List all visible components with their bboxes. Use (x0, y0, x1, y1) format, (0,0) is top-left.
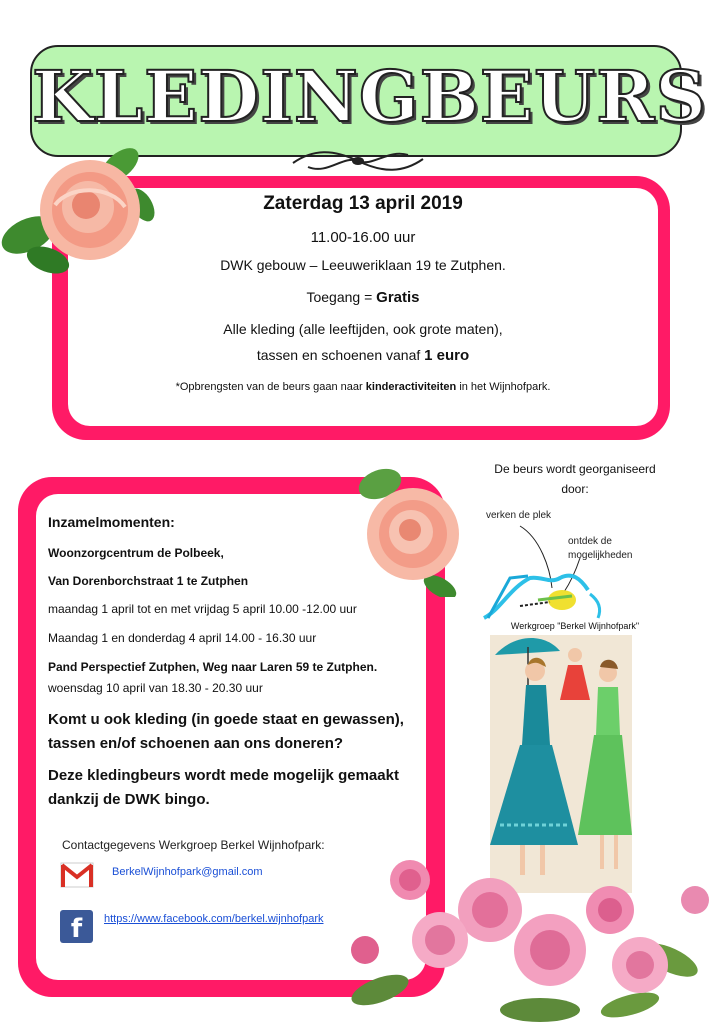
organizer-line2: door: (561, 482, 589, 496)
organizer-line1: De beurs wordt georganiseerd (494, 462, 656, 476)
collection-slot1: maandag 1 april tot en met vrijdag 5 april 10.00 -12.00 uur (48, 602, 357, 616)
event-line2-prefix: tassen en schoenen vanaf (256, 347, 421, 363)
collection-place2: Pand Perspectief Zutphen, Weg naar Laren 59 te Zutphen. (48, 660, 378, 674)
donate-question-line1: Komt u ook kleding (in goede staat en gewassen), (48, 711, 404, 728)
event-price: 1 euro (424, 347, 470, 364)
event-date: Zaterdag 13 april 2019 (263, 193, 463, 214)
page-title: KLEDINGBEURS (32, 55, 707, 138)
facebook-icon: f (60, 910, 93, 943)
donate-question-line2: tassen en/of schoenen aan ons doneren? (48, 735, 344, 752)
wijnhofpark-logo (480, 508, 660, 628)
flourish-ornament (288, 145, 428, 177)
email-link[interactable]: BerkelWijnhofpark@gmail.com (112, 866, 263, 878)
event-line2 (68, 347, 658, 364)
collection-slot2: Maandag 1 en donderdag 4 april 14.00 - 16.30 uur (48, 631, 317, 645)
event-line1: Alle kleding (alle leeftijden, ook grote maten), (223, 321, 503, 337)
entry-line (68, 289, 658, 306)
sponsor-line1: Deze kledingbeurs wordt mede mogelijk gemaakt (48, 767, 399, 784)
entry-value: Gratis (376, 289, 420, 306)
collection-heading: Inzamelmomenten: (48, 514, 175, 530)
rose-mid-icon (345, 462, 475, 597)
facebook-link[interactable]: https://www.facebook.com/berkel.wijnhofpark (104, 913, 324, 925)
note-suffix: in het Wijnhofpark. (459, 381, 551, 393)
event-note (68, 381, 658, 393)
event-time: 11.00-16.00 uur (310, 229, 416, 246)
collection-place1: Woonzorgcentrum de Polbeek, (48, 546, 224, 560)
sponsor-text (48, 764, 399, 812)
rose-decoration-icon (0, 135, 160, 285)
donate-question (48, 708, 404, 756)
sponsor-line2: dankzij de DWK bingo. (48, 791, 210, 808)
logo-graphic-icon (480, 518, 660, 623)
pink-roses-bouquet-icon (340, 840, 721, 1024)
note-bold: kinderactiviteiten (365, 381, 457, 393)
logo-text1: verken de plek (486, 510, 552, 521)
collection-slot3: woensdag 10 april van 18.30 - 20.30 uur (48, 681, 263, 695)
entry-label: Toegang = (306, 289, 373, 305)
collection-address1: Van Dorenborchstraat 1 te Zutphen (48, 574, 249, 588)
note-prefix: *Opbrengsten van de beurs gaan naar (175, 381, 363, 393)
gmail-icon (60, 862, 94, 888)
logo-text2: ontdek de (568, 536, 612, 547)
logo-text3: mogelijkheden (568, 550, 633, 561)
logo-group-name: Werkgroep "Berkel Wijnhofpark" (510, 621, 640, 631)
event-location: DWK gebouw – Leeuweriklaan 19 te Zutphen. (220, 257, 506, 273)
contact-label: Contactgegevens Werkgroep Berkel Wijnhofpark: (62, 838, 325, 852)
